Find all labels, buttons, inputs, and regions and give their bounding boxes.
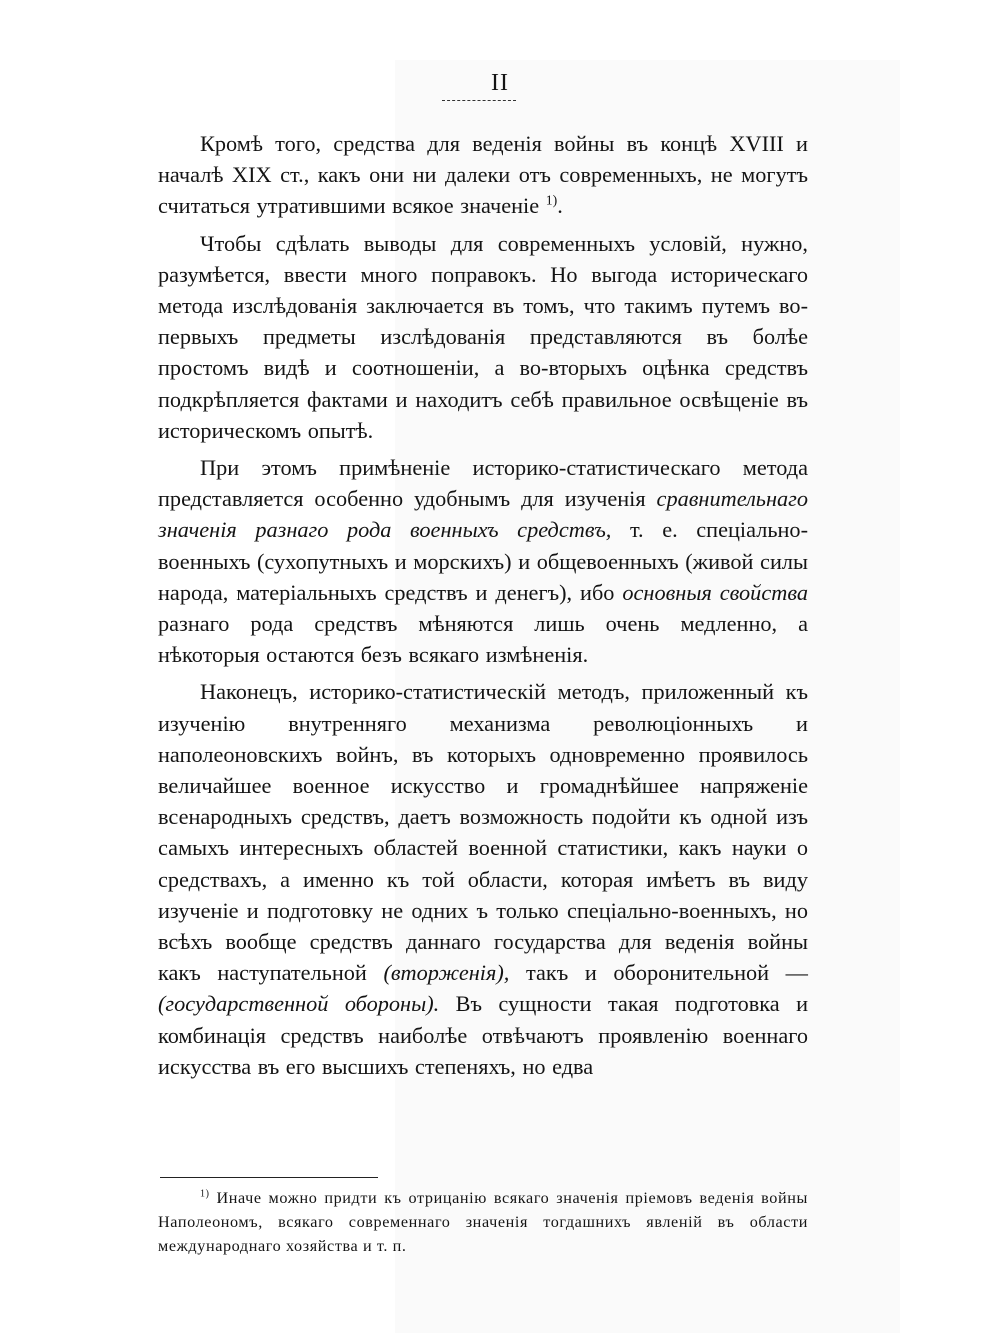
footnote-rule bbox=[160, 1177, 378, 1178]
paragraph-3-text-2: т. е. спеціально-военныхъ (сухопутныхъ и морскихъ) и общевоенныхъ (живой силы народа, матеріальныхъ средствъ и денегъ), ибо bbox=[158, 517, 808, 605]
paragraph-1-text-1: Кромѣ того, средства для веденія войны въ концѣ XVIII и началѣ XIX ст., какъ они ни далеки отъ современныхъ, не могутъ считаться утратившими всякое значеніе bbox=[158, 131, 808, 219]
footnote bbox=[158, 1186, 808, 1258]
footnote-reference[interactable]: 1) bbox=[545, 192, 558, 208]
main-text bbox=[158, 128, 808, 1088]
paragraph-4-emphasis-1: (вторженія), bbox=[383, 960, 510, 986]
paragraph-3-text-3: разнаго рода средствъ мѣняются лишь очень медленно, а нѣкоторыя остаются безъ всякаго измѣненія. bbox=[158, 611, 808, 668]
paragraph-4-text-1: Наконецъ, историко-статистическій методъ, приложенный къ изученію внутренняго механизма революціонныхъ и наполеоновскихъ войнъ, въ которыхъ одновременно проявилось величайшее военное искусство и громаднѣйшее напряженіе всенародныхъ средствъ, даетъ возможность подойти къ одной изъ самыхъ интересныхъ областей военной статистики, какъ науки о средствахъ, а именно къ той области, которая имѣетъ въ виду изученіе и подготовку не одних ъ только спеціально-военныхъ, но всѣхъ вообще средствъ даннаго государства для веденія войны какъ наступательной bbox=[158, 679, 808, 986]
paragraph-4-text-2: такъ и оборонительной — bbox=[509, 960, 808, 986]
paragraph-4-emphasis-2: (государственной обороны). bbox=[158, 991, 440, 1017]
footnote-marker: 1) bbox=[200, 1188, 210, 1200]
paragraph-4-text-3: Въ сущности такая подготовка и комбинація средствъ наиболѣе отвѣчаютъ проявленію военнаго искусства въ его высшихъ степеняхъ, но едва bbox=[158, 991, 808, 1079]
paragraph-3-text-1: При этомъ примѣненіе историко-статистическаго метода представляется особенно удобнымъ для изученія bbox=[158, 455, 808, 512]
paragraph-1-text-2: . bbox=[557, 193, 563, 219]
page-number-rule bbox=[442, 100, 516, 101]
paragraph-4 bbox=[158, 676, 808, 1082]
paragraph-3 bbox=[158, 452, 808, 670]
paragraph-3-emphasis-1: сравнительнаго значенія разнаго рода военныхъ средствъ, bbox=[158, 486, 808, 543]
paragraph-3-emphasis-2: основныя свойства bbox=[622, 579, 808, 605]
footnote-text: Иначе можно придти къ отрицанію всякаго значенія пріемовъ веденія войны Наполеономъ, всякаго современнаго значенія тогдашнихъ явленій въ области международнаго хозяйства и т. п. bbox=[158, 1189, 808, 1255]
paragraph-2: Чтобы сдѣлать выводы для современныхъ условій, нужно, разумѣется, ввести много поправокъ. Но выгода историческаго метода изслѣдованія заключается въ томъ, что такимъ путемъ во-первыхъ предметы изслѣдованія представляются въ болѣе простомъ видѣ и соотношеніи, а во-вторыхъ оцѣнка средствъ подкрѣпляется фактами и находитъ себѣ правильное освѣщеніе въ историческомъ опытѣ. bbox=[158, 230, 808, 443]
page-number: II bbox=[491, 70, 509, 96]
paragraph-1 bbox=[158, 128, 808, 222]
